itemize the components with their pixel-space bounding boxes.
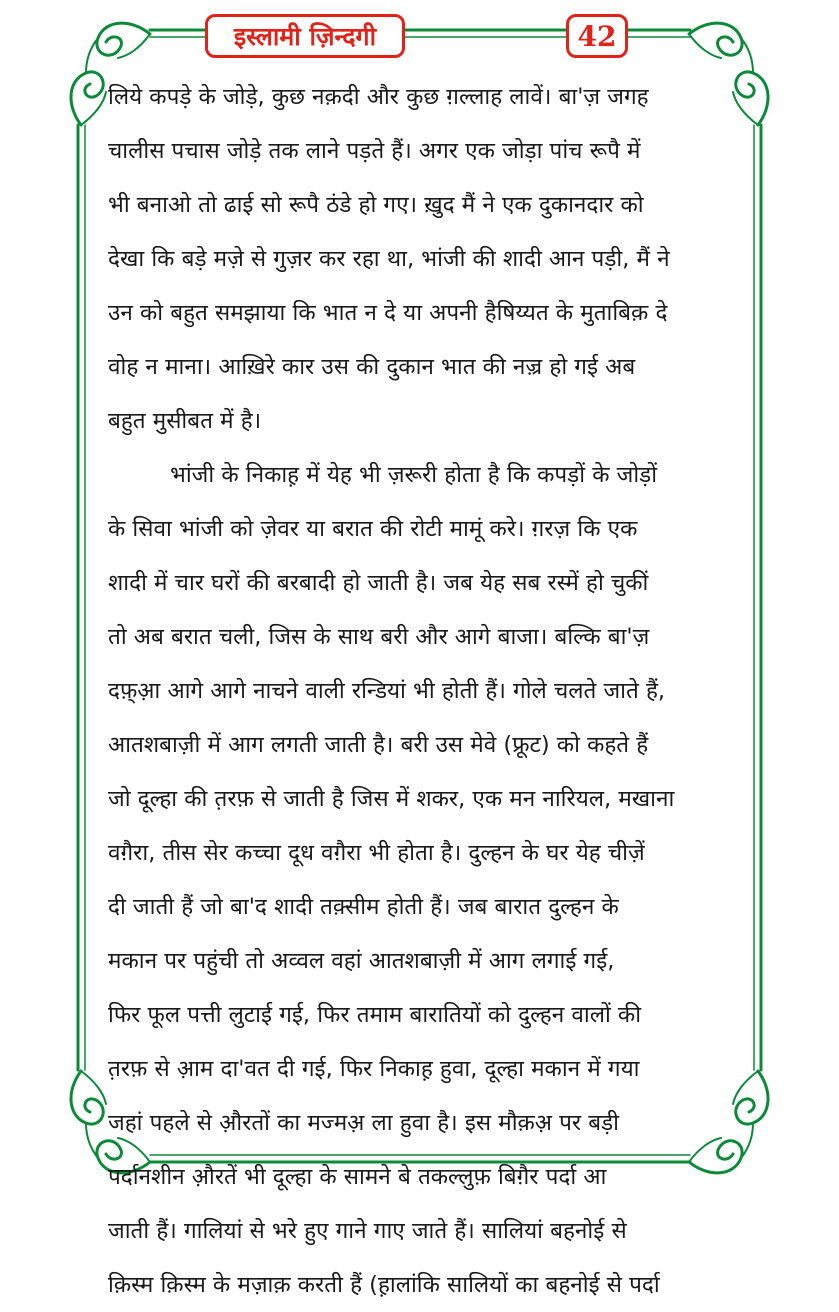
paragraph-first-line: भांजी के निकाह़ में येह भी ज़रूरी होता है कि कपड़ों के जोड़ों	[170, 462, 658, 488]
text-line: पर्दानशीन औ़रतें भी दूल्हा के सामने बे तकल्लुफ़ बिग़ैर पर्दा आ	[108, 1164, 607, 1190]
text-line: लिये कपड़े के जोड़े, कुछ नक़दी और कुछ ग़ल्लाह लावें। बा'ज़ जगह	[108, 84, 649, 110]
text-line: वग़ैरा, तीस सेर कच्चा दूध वग़ैरा भी होता है। दुल्हन के घर येह चीज़ें	[108, 840, 645, 866]
text-line: मकान पर पहुंची तो अव्वल वहां आतशबाज़ी में आग लगाई गई,	[108, 948, 615, 974]
text-line: वोह न माना। आख़िरे कार उस की दुकान भात की नज़्र हो गई अब	[108, 354, 636, 380]
text-line: क़िस्म क़िस्म के मज़ाक़ करती हैं (ह़ालांकि सालियों का बहनोई से पर्दा	[108, 1272, 660, 1298]
text-line: जाती हैं। गालियां से भरे हुए गाने गाए जाते हैं। सालियां बहनोई से	[108, 1218, 627, 1244]
text-line: देखा कि बड़े मज़े से गुज़र कर रहा था, भांजी की शादी आन पड़ी, मैं ने	[108, 246, 670, 272]
text-line: भी बनाओ तो ढाई सो रूपै ठंडे हो गए। ख़ुद मैं ने एक दुकानदार को	[108, 192, 644, 218]
page-number: 42	[566, 14, 628, 58]
body-text	[108, 70, 736, 1312]
text-line: आतशबाज़ी में आग लगती जाती है। बरी उस मेवे (फ्रूट) को कहते हैं	[108, 732, 649, 758]
text-line: त़रफ़ से आ़म दा'वत दी गई, फिर निकाह़ हुवा, दूल्हा मकान में गया	[108, 1056, 640, 1082]
text-line: दी जाती हैं जो बा'द शादी तक़्सीम होती हैं। जब बारात दुल्हन के	[108, 894, 619, 920]
text-line: फिर फूल पत्ती लुटाई गई, फिर तमाम बारातियों को दुल्हन वालों की	[108, 1002, 642, 1028]
text-line: जहां पहले से औ़रतों का मज्मअ़ ला हुवा है। इस मौक़अ़ पर बड़ी	[108, 1110, 619, 1136]
text-line: तो अब बरात चली, जिस के साथ बरी और आगे बाजा। बल्कि बा'ज़	[108, 624, 650, 650]
text-line: बहुत मुसीबत में है।	[108, 408, 262, 434]
text-line: शादी में चार घरों की बरबादी हो जाती है। जब येह सब रस्में हो चुकीं	[108, 570, 649, 596]
text-line: के सिवा भांजी को ज़ेवर या बरात की रोटी मामूं करे। ग़रज़ कि एक	[108, 516, 638, 542]
text-line: दफ़्आ़ आगे आगे नाचने वाली रन्डियां भी होती हैं। गोले चलते जाते हैं,	[108, 678, 666, 704]
text-line: जो दूल्हा की त़रफ़ से जाती है जिस में शकर, एक मन नारियल, मखाना	[108, 786, 675, 812]
book-title: इस्लामी ज़िन्दगी	[205, 14, 405, 58]
text-line: उन को बहुत समझाया कि भात न दे या अपनी हैषिय्यत के मुताबिक़ दे	[108, 300, 668, 326]
text-line: चालीस पचास जोड़े तक लाने पड़ते हैं। अगर एक जोड़ा पांच रूपै में	[108, 138, 641, 164]
